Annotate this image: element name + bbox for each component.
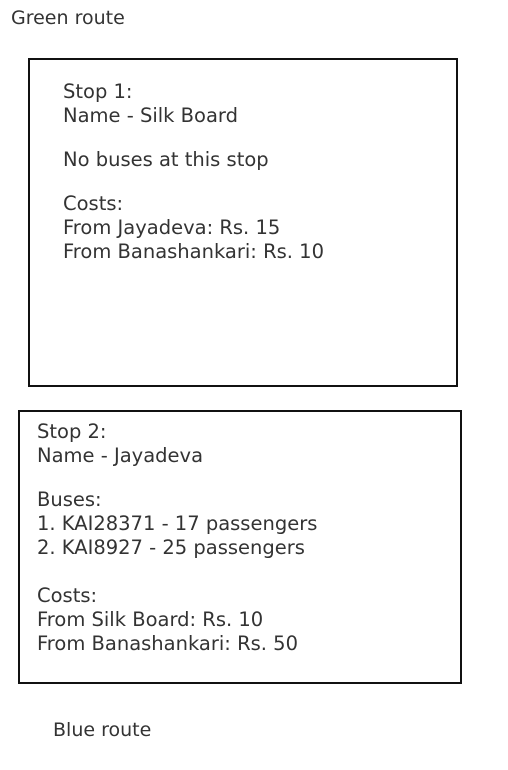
costs-heading: Costs: (63, 192, 124, 215)
costs-heading: Costs: (37, 584, 98, 607)
cost-item: From Banashankari: Rs. 50 (37, 632, 298, 655)
stop-card-jayadeva (18, 410, 462, 684)
cost-item: From Banashankari: Rs. 10 (63, 240, 324, 263)
blue-route-title: Blue route (53, 719, 152, 741)
bus-item: 2. KAI8927 - 25 passengers (37, 536, 305, 559)
stop-heading: Stop 1: (63, 80, 133, 103)
stop-card-silk-board (28, 58, 458, 387)
stop-heading: Stop 2: (37, 420, 107, 443)
cost-item: From Jayadeva: Rs. 15 (63, 216, 281, 239)
bus-item: 1. KAI28371 - 17 passengers (37, 512, 318, 535)
cost-item: From Silk Board: Rs. 10 (37, 608, 264, 631)
green-route-title: Green route (11, 7, 125, 29)
stop-name: Name - Silk Board (63, 104, 238, 127)
stop-name: Name - Jayadeva (37, 444, 204, 467)
no-buses-message: No buses at this stop (63, 148, 269, 171)
buses-heading: Buses: (37, 488, 102, 511)
